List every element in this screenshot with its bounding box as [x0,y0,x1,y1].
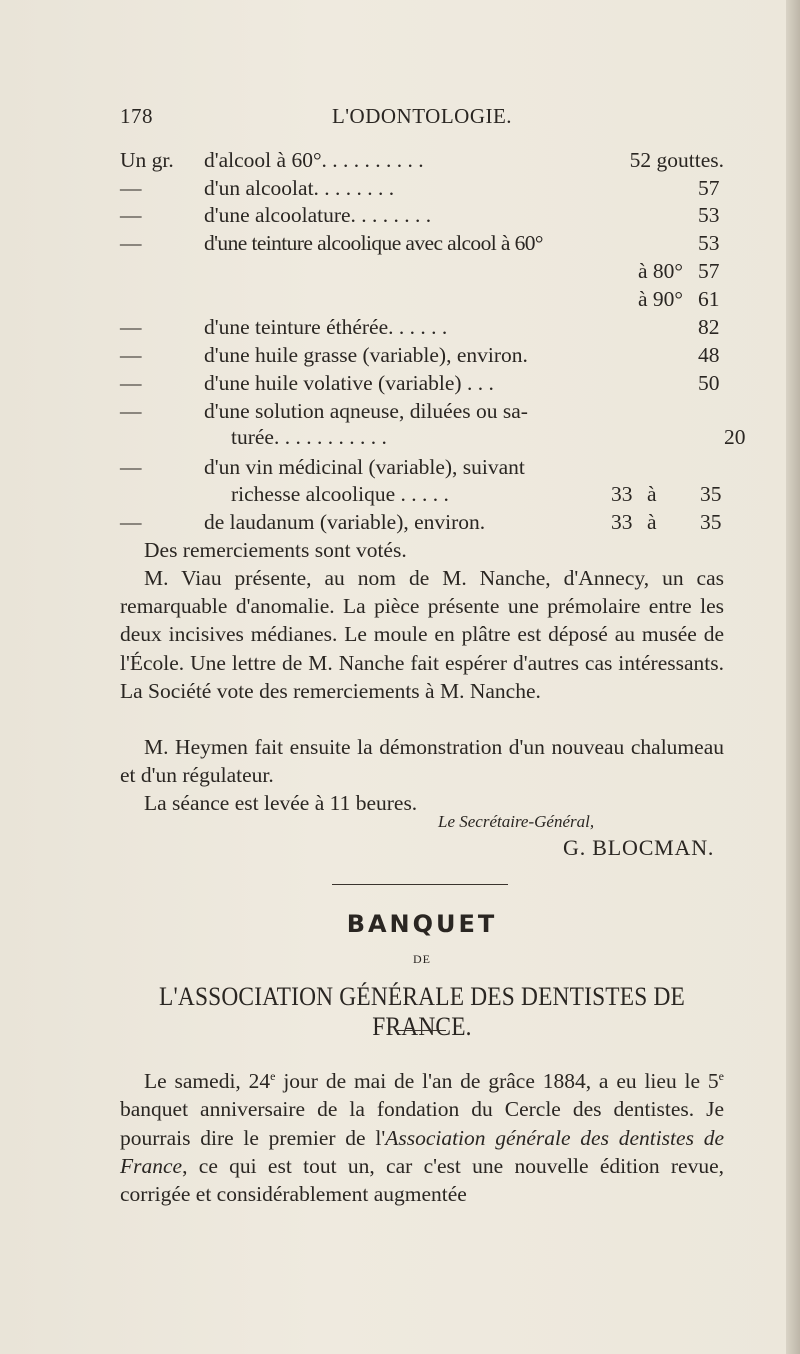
paragraph-banquet [120,1062,724,1208]
superscript-e: e [270,1069,276,1083]
row-lead: — [120,510,142,534]
table-row [120,371,724,399]
short-divider-rule [396,1030,446,1031]
banquet-text-end: , ce qui est tout un, car c'est une nouvelle édition revue, corrigée et considérablement augmentée [120,1153,724,1206]
range-from: 33 [611,482,633,506]
row-desc: d'une teinture éthérée. . . . . . [204,315,448,339]
table-row [120,315,724,343]
row-lead: — [120,231,142,255]
table-row [120,287,724,315]
table-row [120,510,724,538]
table-row [120,203,724,231]
row-value: 52 gouttes. [629,148,724,172]
row-lead: — [120,176,142,200]
row-desc: d'une huile grasse (variable), environ. [204,343,528,367]
page-number: 178 [120,104,153,128]
row-desc: d'un vin médicinal (variable), suivant [204,455,525,479]
row-lead: — [120,315,142,339]
row-desc: d'alcool à 60°. . . . . . . . . . [204,148,424,172]
row-value: 57 [698,176,720,200]
superscript-e2: e [718,1069,724,1083]
row-value: 20 [724,425,746,449]
paragraph-seance: La séance est levée à 11 beures. [144,791,418,815]
row-desc: d'une alcoolature. . . . . . . . [204,203,432,227]
row-value: 50 [698,371,720,395]
table-row [120,399,724,427]
table-row [120,148,724,176]
row-value: 61 [698,287,720,311]
range-to: 35 [700,510,722,534]
table-row [120,176,724,204]
row-desc: à 90° [638,287,684,311]
row-lead: — [120,455,142,479]
table-row [120,259,724,287]
row-lead: — [120,399,142,423]
row-lead: — [120,371,142,395]
paragraph-viau: M. Viau présente, au nom de M. Nanche, d'Annecy, un cas remarquable d'anomalie. La pièce présente une prémolaire entre les deux incisives médianes. Le moule en plâtre est déposé au musée de l'École. Une lettre de M. Nanche fait espérer d'autres cas intéressants. La Société vote des remerciements à M. Nanche. [120,566,724,703]
paragraph-heymen: M. Heymen fait ensuite la démonstration d'un nouveau chalumeau et d'un régulateur. [120,735,724,788]
section-title: BANQUET [346,910,498,938]
row-lead: — [120,203,142,227]
row-lead: — [120,343,142,367]
row-desc: d'un alcoolat. . . . . . . . [204,176,395,200]
row-desc: à 80° [638,259,684,283]
signature-role: Le Secrétaire-Général, [438,812,595,831]
row-desc: d'une teinture alcoolique avec alcool à 60° [204,231,543,255]
range-to: 35 [700,482,722,506]
section-subtitle-de: DE [413,952,431,966]
row-desc: de laudanum (variable), environ. [204,510,486,534]
table-row [120,455,724,483]
table-row [120,425,746,453]
table-row [120,231,724,259]
row-desc: d'une huile volative (variable) . . . [204,371,494,395]
banquet-text-mid1: jour de mai de l'an de grâce 1884, a eu lieu le 5 [275,1069,719,1094]
row-value: 48 [698,343,720,367]
row-value: 53 [698,203,720,227]
page-spine-shadow [786,0,800,1354]
range-from: 33 [611,510,633,534]
signature-name: G. BLOCMAN. [563,835,715,860]
row-desc: richesse alcoolique . . . . . [231,482,449,506]
row-value: 53 [698,231,720,255]
running-header [120,104,724,132]
table-row [120,343,724,371]
running-title: L'ODONTOLOGIE. [331,104,513,128]
row-desc: turée. . . . . . . . . . . [231,425,387,449]
table-row [120,482,724,510]
banquet-text-start: Le samedi, 24 [144,1069,271,1094]
italic-association-name: Association générale des dentistes de France [120,1125,724,1178]
range-sep: à [647,482,657,506]
row-desc: d'une solution aqneuse, diluées ou sa- [204,399,528,423]
row-value: 57 [698,259,720,283]
row-lead: Un gr. [120,148,174,172]
banquet-text-mid2: banquet anniversaire de la fondation du Cercle des dentistes. Je pourrais dire le premier de l' [120,1097,724,1150]
paragraph-remerciements: Des remerciements sont votés. [144,538,407,562]
divider-rule [332,884,508,885]
range-sep: à [647,510,657,534]
row-value: 82 [698,315,720,339]
section-heading-association: L'ASSOCIATION GÉNÉRALE DES DENTISTES DE FRANCE. [158,982,686,1041]
